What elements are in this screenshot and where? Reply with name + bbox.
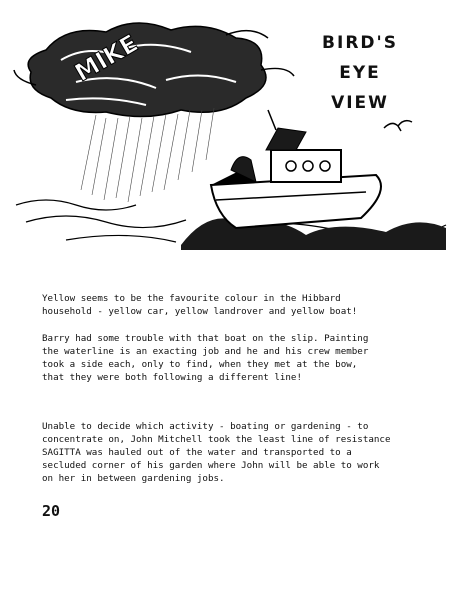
page-number: 20 [42,502,61,520]
title-line-1: BIRD'S EYE [322,33,398,83]
boat [211,110,381,228]
wave-splash [181,218,446,250]
paragraph-1: Yellow seems to be the favourite colour in the Hibbard household - yellow car, yellow landrover and yellow boat! [42,293,358,317]
page-title [300,28,420,118]
bird-icon [384,121,412,131]
cloud-banner-text: MIKE [70,29,143,88]
title-line-2: VIEW [331,93,389,113]
storm-cloud [14,23,294,117]
paragraph-2: Barry had some trouble with that boat on the slip. Painting the waterline is an exacting job and he and his crew member took a side each, only to find, when they met at the bow, that they were both following a different line! [42,333,369,383]
rain-lines [81,108,214,202]
paragraph-3: Unable to decide which activity - boating or gardening - to concentrate on, John Mitchell took the least line of resistance SAGITTA was hauled out of the water and transported to a secluded corner of his garden where John will be able to work on her in between gardening jobs. [42,421,391,484]
